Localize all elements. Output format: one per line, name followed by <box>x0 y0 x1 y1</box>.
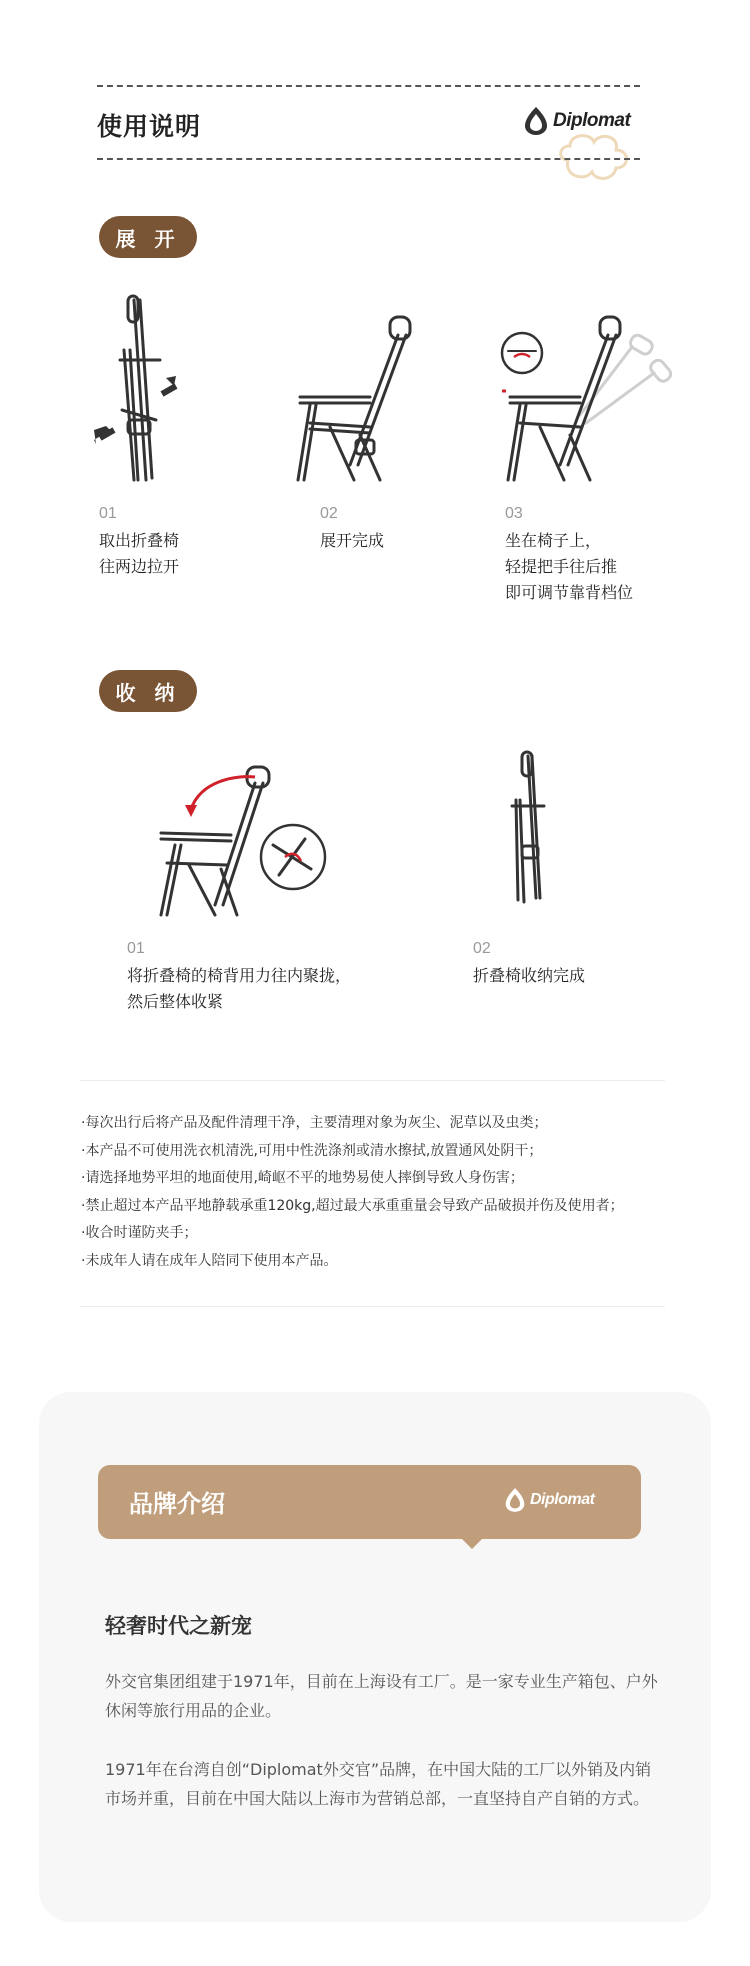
brand-slogan: 轻奢时代之新宠 <box>105 1614 252 1638</box>
unfold-step-2-text: 展开完成 <box>320 531 385 550</box>
unfold-step-1-number: 01 <box>99 505 117 522</box>
diplomat-logo-icon <box>504 1487 526 1513</box>
note-item: ·收合时谨防夹手； <box>81 1225 198 1241</box>
unfold-step-3-number: 03 <box>505 505 523 522</box>
brand-paragraph-1: 外交官集团组建于1971年，目前在上海设有工厂。是一家专业生产箱包、户外休闲等旅行用品的企业。 <box>105 1672 658 1720</box>
notes-bottom-divider <box>80 1306 665 1307</box>
header-top-divider <box>97 85 640 87</box>
note-item: ·本产品不可使用洗衣机清洗,可用中性洗涤剂或清水擦拭,放置通风处阴干； <box>81 1142 543 1159</box>
unfold-step-1-text: 取出折叠椅 往两边拉开 <box>99 531 180 576</box>
note-item: ·未成年人请在成年人陪同下使用本产品。 <box>81 1252 338 1269</box>
unfold-section-label: 展 开 <box>99 216 197 258</box>
brand-header-notch <box>460 1537 484 1549</box>
diplomat-logo-icon <box>523 106 549 136</box>
header-logo-text: Diplomat <box>553 110 631 131</box>
fold-step-1-number: 01 <box>127 940 145 957</box>
recline-chair-illustration <box>500 315 680 485</box>
unfold-step-3-text: 坐在椅子上， 轻提把手往后推 即可调节靠背档位 <box>505 531 634 602</box>
brand-logo-text: Diplomat <box>530 1491 595 1508</box>
cloud-decoration-icon <box>556 130 646 190</box>
fold-step-2-number: 02 <box>473 940 491 957</box>
folded-chair-pull-illustration <box>90 290 190 490</box>
fold-step-2-text: 折叠椅收纳完成 <box>473 966 586 985</box>
fold-chair-action-illustration <box>155 765 335 925</box>
note-item: ·请选择地势平坦的地面使用,崎岖不平的地势易使人摔倒导致人身伤害； <box>81 1170 524 1186</box>
brand-logo <box>504 1487 594 1513</box>
open-chair-illustration <box>290 315 430 485</box>
note-item: ·每次出行后将产品及配件清理干净，主要清理对象为灰尘、泥草以及虫类； <box>81 1115 548 1131</box>
notes-top-divider <box>80 1080 665 1081</box>
usage-notes <box>81 1110 681 1275</box>
brand-title: 品牌介绍 <box>129 1490 225 1518</box>
note-item: ·禁止超过本产品平地静载承重120kg,超过最大承重重量会导致产品破损并伤及使用者； <box>81 1197 624 1214</box>
page-title: 使用说明 <box>97 112 202 141</box>
fold-step-1-text: 将折叠椅的椅背用力往内聚拢， 然后整体收紧 <box>127 966 352 1011</box>
unfold-step-2-number: 02 <box>320 505 338 522</box>
folded-chair-illustration <box>500 750 560 910</box>
fold-section-label: 收 纳 <box>99 670 197 712</box>
header-bottom-divider <box>97 158 640 160</box>
brand-paragraph-2: 1971年在台湾自创“Diplomat外交官”品牌，在中国大陆的工厂以外销及内销市场并重，目前在中国大陆以上海市为营销总部，一直坚持自产自销的方式。 <box>105 1760 652 1808</box>
